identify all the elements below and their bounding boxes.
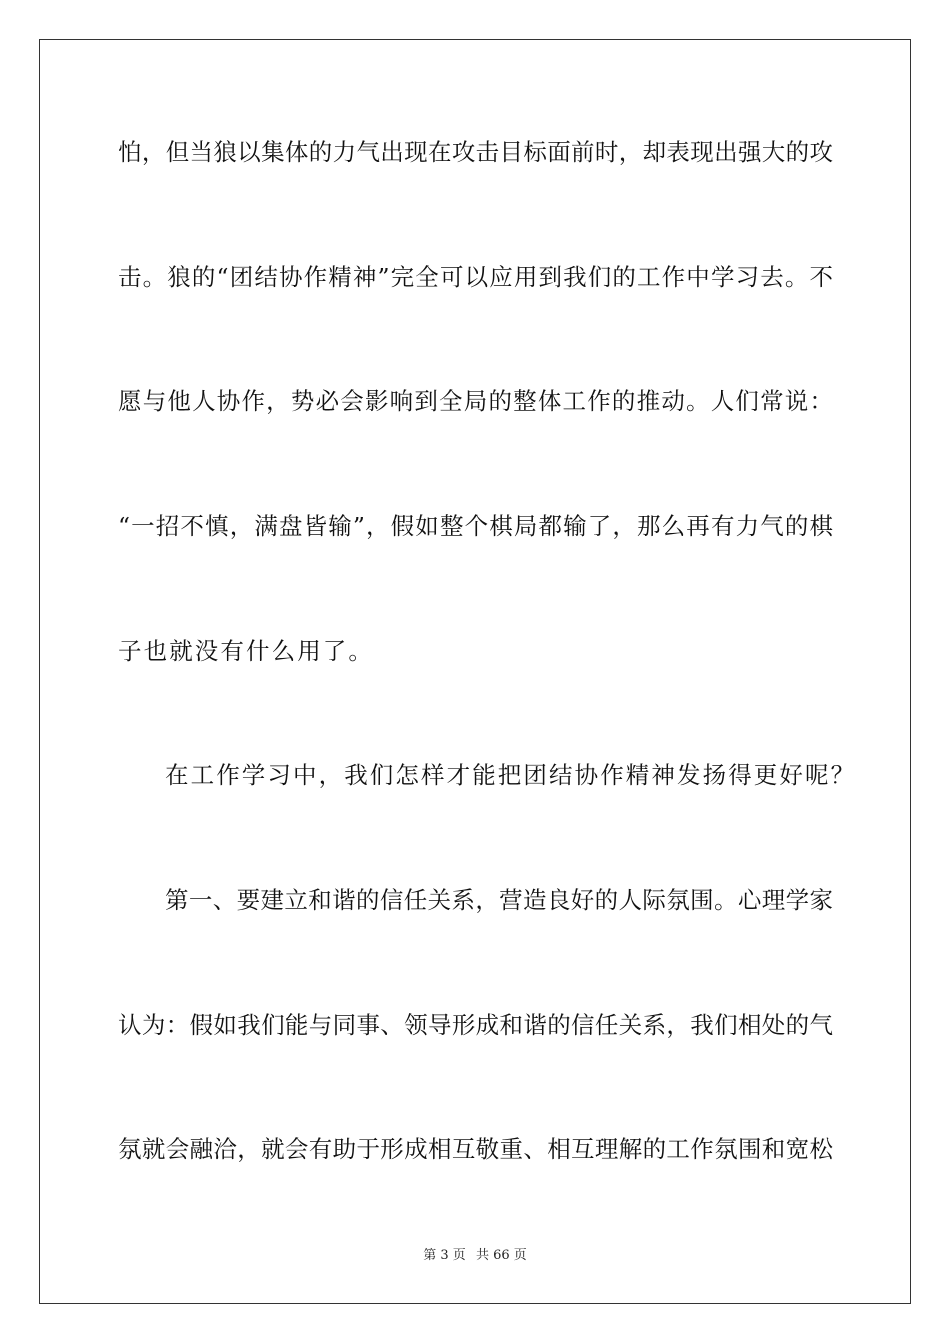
body-line-9: 氛就会融洽，就会有助于形成相互敬重、相互理解的工作氛围和宽松 [118,1135,833,1163]
body-line-2: 击。狼的“团结协作精神”完全可以应用到我们的工作中学习去。不 [118,263,833,291]
body-line-7: 第一、要建立和谐的信任关系，营造良好的人际氛围。心理学家 [165,886,833,914]
page-frame [39,39,911,1304]
page-number: 第 3 页 [423,1248,466,1263]
page-footer [0,1247,950,1265]
body-line-1: 怕，但当狼以集体的力气出现在攻击目标面前时，却表现出强大的攻 [118,138,833,166]
body-line-5: 子也就没有什么用了。 [118,637,374,665]
body-line-8: 认为：假如我们能与同事、领导形成和谐的信任关系，我们相处的气 [118,1011,833,1039]
body-line-6: 在工作学习中，我们怎样才能把团结协作精神发扬得更好呢？ [165,761,857,789]
body-line-4: “一招不慎，满盘皆输”，假如整个棋局都输了，那么再有力气的棋 [118,512,833,540]
body-line-3: 愿与他人协作，势必会影响到全局的整体工作的推动。人们常说： [118,387,833,415]
page-total: 共 66 页 [475,1248,527,1263]
